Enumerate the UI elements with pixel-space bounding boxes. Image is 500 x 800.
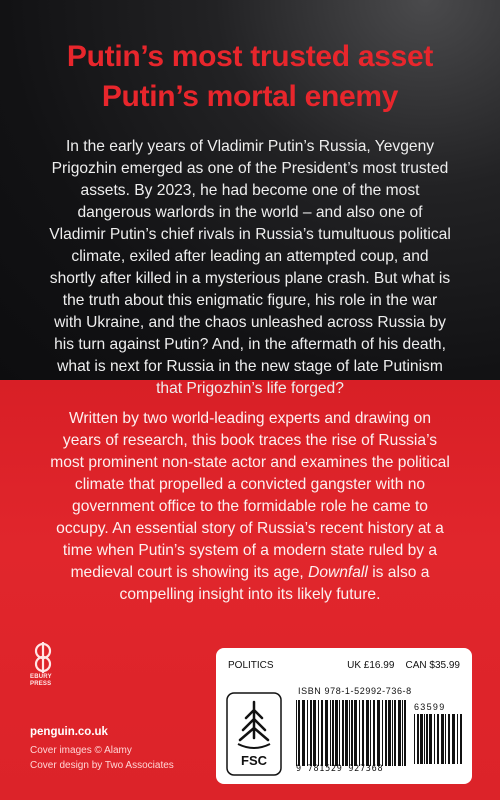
cover-images-credit: Cover images © Alamy: [30, 745, 132, 756]
cover-design-credit: Cover design by Two Associates: [30, 760, 174, 771]
headline-mortal-enemy: Putin’s mortal enemy: [101, 80, 399, 113]
fsc-logo-icon: [226, 692, 282, 776]
ebury-press-logo-icon: [30, 640, 70, 700]
book-title-italic: Downfall: [308, 564, 368, 581]
blurb-bottom: [48, 408, 452, 606]
price-label: UK £16.99 CAN $35.99: [347, 660, 460, 671]
logo-line-press: PRESS: [30, 681, 52, 687]
price-addon-barcode-icon: [414, 714, 462, 764]
blurb-bottom-text-2: is also a compelling insight into its likely future.: [119, 564, 430, 603]
headline-trusted-asset: Putin’s most trusted asset: [66, 40, 434, 73]
fsc-label: FSC: [241, 753, 267, 768]
category-label: POLITICS: [228, 660, 274, 671]
ean-barcode-icon: [296, 700, 408, 766]
isbn-label: ISBN 978-1-52992-736-8: [298, 686, 412, 696]
barcode-panel: [216, 648, 472, 784]
logo-line-ebury: EBURY: [30, 674, 52, 680]
addon-number: 63599: [414, 702, 446, 712]
blurb-bottom-text-1: Written by two world-leading experts and drawing on years of research, this book traces the rise of Russia’s most prominent non-state actor and examines the political climate that propelled a convicted gangster with no government office to the formidable role he came to occupy. An essential story of Russia’s recent history at a time when Putin’s system of a modern state ruled by a medieval court is showing its age,: [50, 410, 450, 581]
barcode-number: 9 781529 927368: [296, 764, 384, 774]
blurb-top: In the early years of Vladimir Putin’s Russia, Yevgeny Prigozhin emerged as one of the President’s most trusted assets. By 2023, he had become one of the most dangerous warlords in the world – and also one of Vladimir Putin’s chief rivals in Russia’s tumultuous political climate, exiled after leading an attempted coup, and shortly after killed in a mysterious plane crash. But what is the truth about this enigmatic figure, his role in the war with Ukraine, and the chaos unleashed across Russia by his turn against Putin? And, in the aftermath of his death, what is next for Russia in the new stage of late Putinism that Prigozhin’s life forged?: [49, 138, 451, 397]
publisher-logo-text: [30, 674, 52, 688]
publisher-website: penguin.co.uk: [30, 726, 108, 738]
